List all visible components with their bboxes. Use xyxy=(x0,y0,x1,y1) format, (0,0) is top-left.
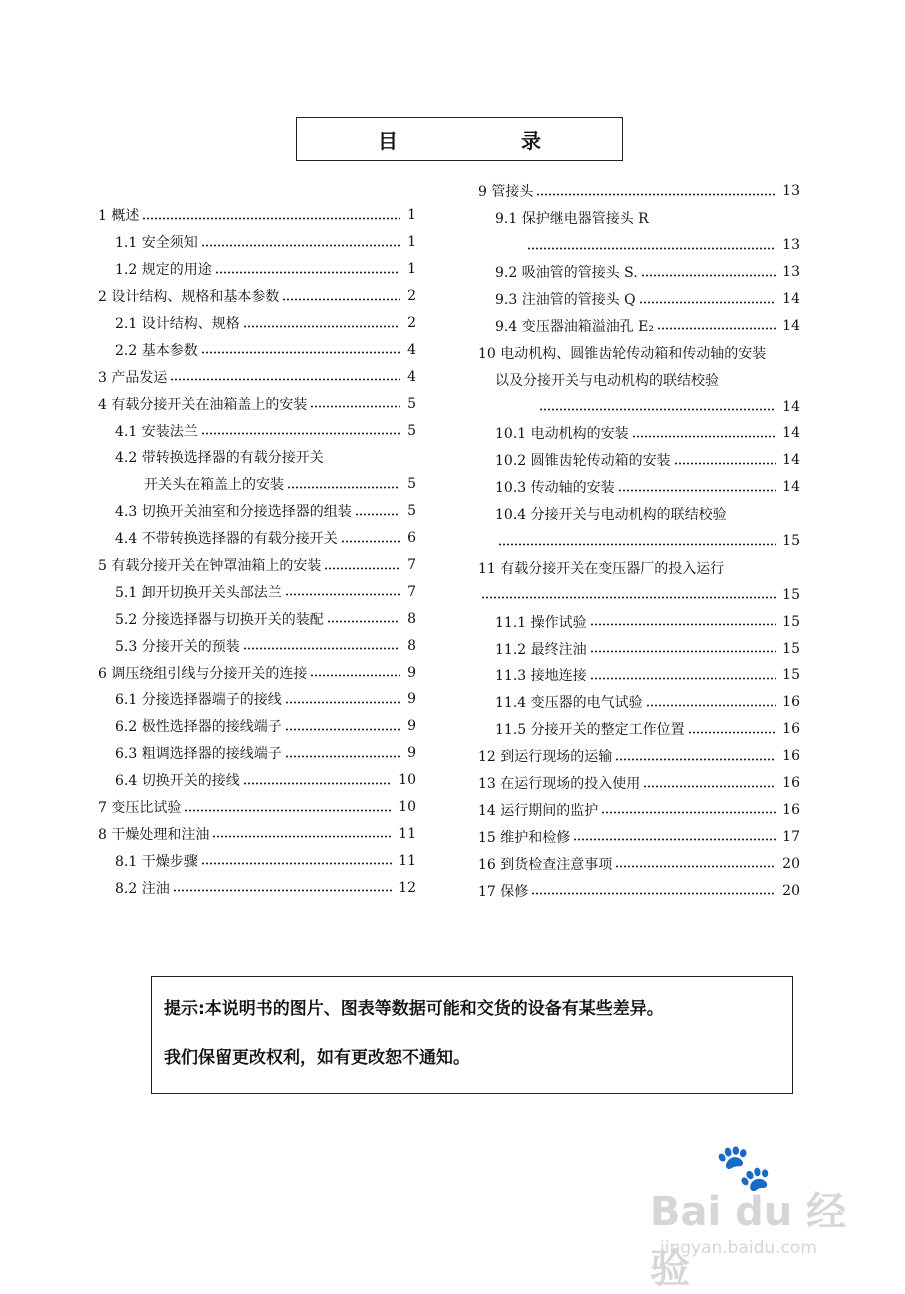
toc-entry[interactable] xyxy=(98,820,416,847)
toc-entry[interactable] xyxy=(98,605,416,632)
dot-leader xyxy=(201,351,400,354)
toc-entry-page: 20 xyxy=(782,855,800,872)
dot-leader xyxy=(601,811,776,814)
dot-leader xyxy=(590,623,777,626)
toc-entry[interactable] xyxy=(478,178,800,205)
toc-entry[interactable] xyxy=(98,390,416,417)
toc-entry[interactable] xyxy=(98,256,416,283)
toc-entry-page: 15 xyxy=(782,586,800,603)
dot-leader xyxy=(310,674,400,677)
toc-entry[interactable] xyxy=(98,229,416,256)
toc-left-column xyxy=(98,202,416,901)
toc-entry-label: 2 设计结构、规格和基本参数 xyxy=(98,289,280,306)
toc-entry-page: 14 xyxy=(782,291,800,307)
toc-entry-page: 13 xyxy=(782,237,800,254)
toc-entry-label: 12 到运行现场的运输 xyxy=(478,749,613,766)
toc-entry-label: 以及分接开关与电动机构的联结校验 xyxy=(495,372,719,389)
toc-entry[interactable] xyxy=(478,554,800,581)
toc-entry-label: 开关头在箱盖上的安装 xyxy=(144,477,284,494)
toc-entry-label: 2.1 设计结构、规格 xyxy=(115,316,240,332)
toc-entry-label: 6.3 粗调选择器的接线端子 xyxy=(115,746,282,763)
dot-leader xyxy=(688,731,777,734)
toc-entry-label: 16 到货检查注意事项 xyxy=(478,856,613,873)
dot-leader xyxy=(285,701,400,704)
toc-entry-label: 5.1 卸开切换开关头部法兰 xyxy=(115,584,282,601)
dot-leader xyxy=(615,865,776,868)
watermark-url: jingyan.baidu.com xyxy=(660,1238,817,1258)
toc-entry-label: 4.1 安装法兰 xyxy=(115,423,198,440)
toc-entry-page: 4 xyxy=(407,368,416,385)
toc-entry[interactable] xyxy=(478,877,800,904)
toc-entry[interactable] xyxy=(478,366,800,393)
toc-entry-page: 9 xyxy=(407,718,416,735)
dot-leader xyxy=(590,650,777,653)
toc-entry[interactable] xyxy=(478,232,800,259)
toc-entry-page: 5 xyxy=(407,503,416,520)
toc-entry[interactable] xyxy=(478,393,800,420)
toc-entry-page: 8 xyxy=(407,610,416,627)
toc-entry-page: 16 xyxy=(782,694,800,711)
dot-leader xyxy=(327,620,400,623)
toc-entry[interactable] xyxy=(478,743,800,770)
notice-line-1: 提示:本说明书的图片、图表等数据可能和交货的设备有某些差异。 xyxy=(164,999,664,1019)
toc-entry-page: 11 xyxy=(398,825,416,842)
toc-entry[interactable] xyxy=(98,363,416,390)
dot-leader xyxy=(481,596,776,599)
dot-leader xyxy=(643,785,776,788)
toc-entry[interactable] xyxy=(478,447,800,474)
toc-entry-label: 10 电动机构、圆锥齿轮传动箱和传动轴的安装 xyxy=(478,345,767,362)
dot-leader xyxy=(243,782,392,785)
toc-entry-label: 11 有载分接开关在变压器厂的投入运行 xyxy=(478,560,725,577)
dot-leader xyxy=(287,486,400,489)
toc-entry-label: 9.4 变压器油箱溢油孔 E₂ xyxy=(495,318,654,335)
toc-entry-page: 7 xyxy=(407,557,416,574)
toc-title: 目 录 xyxy=(378,128,599,153)
dot-leader xyxy=(341,540,400,543)
toc-entry[interactable] xyxy=(478,796,800,823)
dot-leader xyxy=(657,327,776,330)
toc-entry[interactable] xyxy=(478,286,800,313)
dot-leader xyxy=(590,677,777,680)
toc-entry-page: 14 xyxy=(782,398,800,415)
toc-entry-page: 6 xyxy=(407,530,416,547)
toc-entry[interactable] xyxy=(98,283,416,310)
dot-leader xyxy=(498,543,776,546)
toc-entry[interactable] xyxy=(478,581,800,608)
dot-leader xyxy=(355,513,400,516)
notice-box xyxy=(151,976,793,1094)
toc-entry-label: 17 保修 xyxy=(478,883,529,900)
toc-entry[interactable] xyxy=(98,874,416,901)
dot-leader xyxy=(170,378,400,381)
toc-title-box xyxy=(296,117,623,161)
toc-entry-label: 1.1 安全须知 xyxy=(115,235,198,252)
toc-entry-page: 10 xyxy=(398,772,416,789)
dot-leader xyxy=(615,758,776,761)
toc-entry-label: 10.2 圆锥齿轮传动箱的安装 xyxy=(495,453,671,470)
dot-leader xyxy=(310,405,400,408)
dot-leader xyxy=(531,892,776,895)
toc-entry-page: 7 xyxy=(407,583,416,600)
toc-entry-page: 1 xyxy=(407,207,416,224)
dot-leader xyxy=(646,704,777,707)
toc-entry[interactable] xyxy=(98,713,416,740)
toc-entry-label: 11.4 变压器的电气试验 xyxy=(495,695,643,712)
dot-leader xyxy=(618,489,777,492)
toc-entry-page: 14 xyxy=(782,317,800,334)
toc-entry-page: 15 xyxy=(782,667,800,684)
toc-entry-label: 5 有载分接开关在钟罩油箱上的安装 xyxy=(98,558,322,575)
dot-leader xyxy=(184,809,392,812)
toc-entry-label: 5.3 分接开关的预装 xyxy=(115,638,240,655)
toc-entry-page: 9 xyxy=(407,691,416,708)
dot-leader xyxy=(536,193,776,196)
dot-leader xyxy=(243,325,400,328)
toc-entry-page: 20 xyxy=(782,882,800,899)
toc-entry-page: 14 xyxy=(782,452,800,469)
toc-entry-label: 10.3 传动轴的安装 xyxy=(495,480,615,497)
toc-entry[interactable] xyxy=(98,444,416,471)
toc-entry[interactable] xyxy=(478,608,800,635)
toc-entry-page: 16 xyxy=(782,721,800,738)
toc-entry-label: 11.1 操作试验 xyxy=(495,614,587,631)
toc-entry-page: 16 xyxy=(782,801,800,818)
toc-entry[interactable] xyxy=(478,474,800,501)
dot-leader xyxy=(285,728,400,731)
toc-entry-label: 5.2 分接选择器与切换开关的装配 xyxy=(115,611,324,628)
toc-entry-label: 8 干燥处理和注油 xyxy=(98,826,210,843)
toc-entry-page: 16 xyxy=(782,775,800,792)
toc-entry[interactable] xyxy=(98,578,416,605)
toc-entry-page: 11 xyxy=(398,852,416,869)
dot-leader xyxy=(173,889,392,892)
toc-entry-label: 9.3 注油管的管接头 Q xyxy=(495,292,636,308)
toc-entry-page: 5 xyxy=(407,395,416,412)
toc-entry[interactable] xyxy=(478,420,800,447)
toc-entry-label: 15 维护和检修 xyxy=(478,829,571,846)
toc-entry-label: 4.3 切换开关油室和分接选择器的组装 xyxy=(115,504,352,521)
dot-leader xyxy=(641,274,776,277)
toc-entry-page: 10 xyxy=(398,799,416,816)
toc-entry[interactable] xyxy=(98,336,416,363)
toc-entry[interactable] xyxy=(98,767,416,794)
toc-entry-page: 1 xyxy=(407,261,416,278)
dot-leader xyxy=(324,567,400,570)
toc-entry[interactable] xyxy=(98,471,416,498)
toc-entry-label: 4 有载分接开关在油箱盖上的安装 xyxy=(98,396,308,413)
toc-entry-page: 9 xyxy=(407,664,416,681)
toc-entry[interactable] xyxy=(98,525,416,552)
toc-entry[interactable] xyxy=(478,689,800,716)
toc-entry[interactable] xyxy=(478,716,800,743)
toc-entry-page: 15 xyxy=(782,613,800,630)
toc-entry[interactable] xyxy=(98,847,416,874)
toc-entry-label: 13 在运行现场的投入使用 xyxy=(478,776,641,793)
toc-entry-label: 11.5 分接开关的整定工作位置 xyxy=(495,722,685,739)
dot-leader xyxy=(243,647,400,650)
dot-leader xyxy=(573,838,776,841)
toc-entry-label: 6.2 极性选择器的接线端子 xyxy=(115,719,282,736)
dot-leader xyxy=(639,301,777,304)
toc-entry[interactable] xyxy=(98,417,416,444)
dot-leader xyxy=(212,835,392,838)
dot-leader xyxy=(285,755,400,758)
toc-entry[interactable] xyxy=(98,552,416,579)
toc-entry-label: 14 运行期间的监护 xyxy=(478,802,599,819)
toc-entry[interactable] xyxy=(478,823,800,850)
dot-leader xyxy=(632,435,777,438)
toc-entry-page: 17 xyxy=(782,828,800,845)
paw-icon: 🐾 xyxy=(715,1140,773,1194)
toc-entry-label: 6 调压绕组引线与分接开关的连接 xyxy=(98,665,308,682)
toc-entry[interactable] xyxy=(98,794,416,821)
watermark-logo: Bai du 经验 xyxy=(650,1189,847,1292)
toc-entry[interactable] xyxy=(478,259,800,286)
toc-entry-page: 14 xyxy=(782,479,800,496)
toc-entry-label: 9.1 保护继电器管接头 R xyxy=(495,211,649,228)
toc-entry-label: 4.4 不带转换选择器的有载分接开关 xyxy=(115,531,338,548)
dot-leader xyxy=(142,217,400,220)
toc-entry-page: 5 xyxy=(407,476,416,493)
toc-entry[interactable] xyxy=(478,528,800,555)
toc-entry[interactable] xyxy=(478,770,800,797)
toc-entry-label: 11.3 接地连接 xyxy=(495,668,587,685)
toc-entry-page: 8 xyxy=(407,637,416,654)
toc-entry[interactable] xyxy=(98,632,416,659)
toc-entry-page: 4 xyxy=(407,341,416,358)
toc-entry-page: 14 xyxy=(782,425,800,442)
toc-entry-label: 10.1 电动机构的安装 xyxy=(495,426,629,443)
toc-entry-label: 9.2 吸油管的管接头 S. xyxy=(495,265,638,282)
toc-entry[interactable] xyxy=(478,662,800,689)
toc-entry-page: 2 xyxy=(407,315,416,331)
dot-leader xyxy=(215,271,400,274)
toc-entry[interactable] xyxy=(98,498,416,525)
toc-entry[interactable] xyxy=(98,310,416,337)
dot-leader xyxy=(201,862,392,865)
dot-leader xyxy=(282,298,400,301)
toc-entry[interactable] xyxy=(98,659,416,686)
toc-entry-page: 15 xyxy=(782,640,800,657)
notice-line-2: 我们保留更改权利，如有更改恕不通知。 xyxy=(164,1048,470,1068)
toc-entry[interactable] xyxy=(478,339,800,366)
toc-entry-label: 9 管接头 xyxy=(478,184,534,201)
toc-entry[interactable] xyxy=(478,501,800,528)
toc-entry-label: 11.2 最终注油 xyxy=(495,641,587,658)
toc-entry-label: 8.1 干燥步骤 xyxy=(115,853,198,870)
toc-entry[interactable] xyxy=(98,740,416,767)
toc-entry[interactable] xyxy=(98,202,416,229)
dot-leader xyxy=(201,244,400,247)
toc-entry-page: 5 xyxy=(407,422,416,439)
toc-entry-page: 2 xyxy=(407,288,416,305)
dot-leader xyxy=(539,408,776,411)
toc-entry-label: 6.1 分接选择器端子的接线 xyxy=(115,692,282,709)
toc-entry[interactable] xyxy=(98,686,416,713)
toc-entry-label: 6.4 切换开关的接线 xyxy=(115,773,240,790)
toc-entry-page: 13 xyxy=(782,183,800,200)
toc-entry-label: 7 变压比试验 xyxy=(98,800,182,817)
toc-entry-page: 15 xyxy=(782,533,800,550)
toc-entry-label: 1 概述 xyxy=(98,208,140,225)
toc-entry-page: 12 xyxy=(398,879,416,896)
toc-entry[interactable] xyxy=(478,205,800,232)
toc-entry[interactable] xyxy=(478,635,800,662)
toc-entry-label: 8.2 注油 xyxy=(115,880,170,897)
toc-entry-label: 2.2 基本参数 xyxy=(115,342,198,359)
dot-leader xyxy=(527,247,776,250)
baidu-jingyan-watermark xyxy=(640,1140,860,1292)
toc-entry-page: 1 xyxy=(407,234,416,251)
toc-entry[interactable] xyxy=(478,850,800,877)
dot-leader xyxy=(674,462,777,465)
toc-entry-label: 10.4 分接开关与电动机构的联结校验 xyxy=(495,507,727,524)
toc-entry-page: 16 xyxy=(782,748,800,765)
toc-entry[interactable] xyxy=(478,312,800,339)
toc-entry-page: 9 xyxy=(407,745,416,762)
toc-entry-label: 4.2 带转换选择器的有载分接开关 xyxy=(115,450,324,467)
dot-leader xyxy=(285,593,400,596)
toc-entry-label: 3 产品发运 xyxy=(98,369,168,386)
toc-right-column xyxy=(478,178,800,904)
toc-entry-label: 1.2 规定的用途 xyxy=(115,262,212,279)
dot-leader xyxy=(201,432,400,435)
toc-entry-page: 13 xyxy=(782,264,800,281)
